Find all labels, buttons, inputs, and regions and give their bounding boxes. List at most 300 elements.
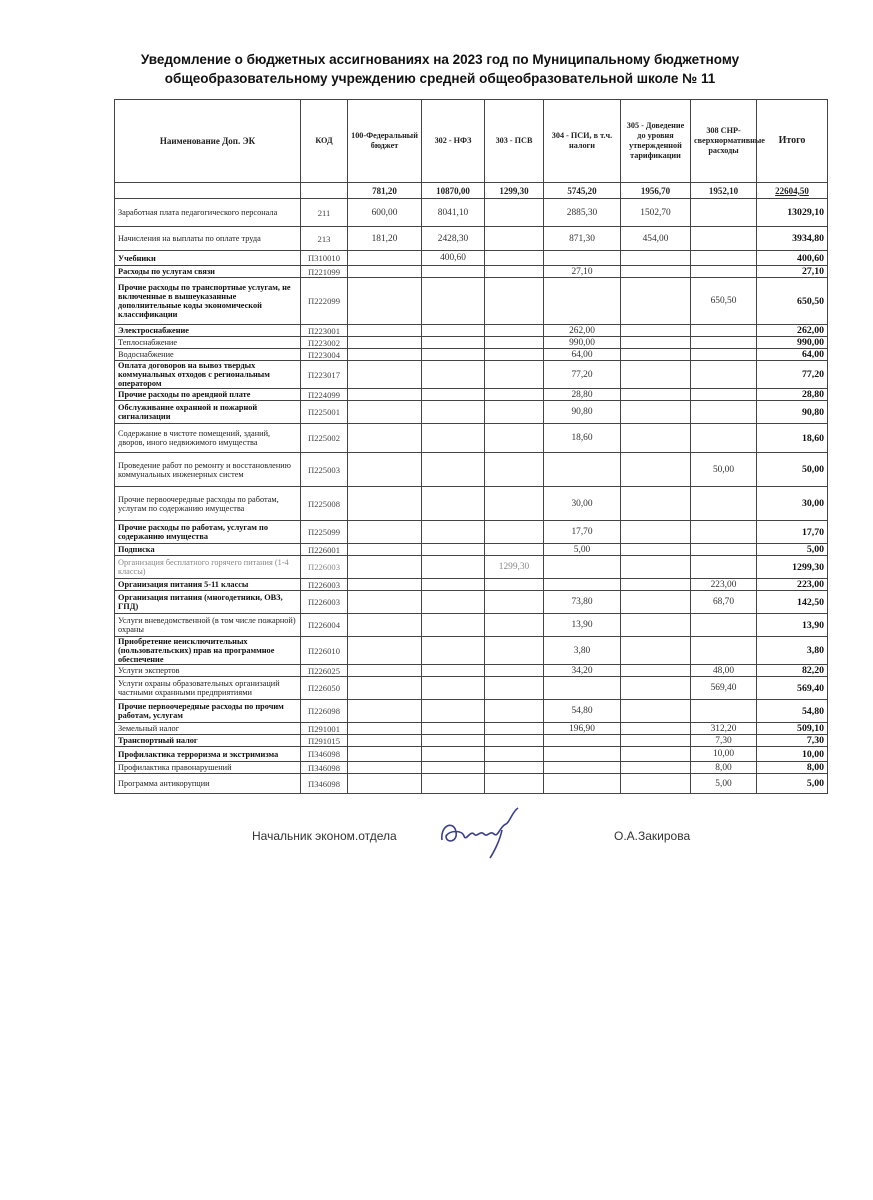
table-row [115, 700, 828, 723]
cell-total: 18,60 [757, 424, 828, 453]
header-total: Итого [757, 100, 828, 183]
cell-c303 [485, 591, 544, 614]
cell-c303 [485, 735, 544, 747]
cell-name: Расходы по услугам связи [115, 266, 301, 278]
cell-c304: 30,00 [544, 487, 621, 521]
cell-c305 [621, 723, 691, 735]
cell-total: 13,90 [757, 614, 828, 637]
cell-c308 [691, 266, 757, 278]
header-c304: 304 - ПСИ, в т.ч. налоги [544, 100, 621, 183]
cell-c308: 48,00 [691, 665, 757, 677]
table-row [115, 325, 828, 337]
cell-name: Содержание в чистоте помещений, зданий, дворов, иного недвижимого имущества [115, 424, 301, 453]
cell-c308 [691, 389, 757, 401]
cell-code: П346098 [301, 747, 348, 762]
cell-c302: 400,60 [422, 251, 485, 266]
cell-code: П226004 [301, 614, 348, 637]
cell-c305 [621, 556, 691, 579]
cell-total: 650,50 [757, 278, 828, 325]
table-row [115, 614, 828, 637]
cell-c100 [348, 349, 422, 361]
cell-c308 [691, 227, 757, 251]
cell-code: П225002 [301, 424, 348, 453]
cell-code: П226050 [301, 677, 348, 700]
table-row [115, 735, 828, 747]
cell-c308 [691, 614, 757, 637]
header-code: КОД [301, 100, 348, 183]
cell-name: Организация бесплатного горячего питания (1-4 классы) [115, 556, 301, 579]
cell-code: П225099 [301, 521, 348, 544]
cell-c100 [348, 774, 422, 794]
cell-code: П226003 [301, 556, 348, 579]
cell-code: П226003 [301, 579, 348, 591]
cell-c308: 68,70 [691, 591, 757, 614]
cell-c305 [621, 361, 691, 389]
table-row [115, 591, 828, 614]
cell-name: Прочие первоочередные расходы по прочим работам, услугам [115, 700, 301, 723]
cell-c302 [422, 614, 485, 637]
cell-total: 10,00 [757, 747, 828, 762]
cell-code: П226003 [301, 591, 348, 614]
cell-total: 262,00 [757, 325, 828, 337]
cell-c304: 90,80 [544, 401, 621, 424]
cell-c304 [544, 251, 621, 266]
cell-c303: 1299,30 [485, 556, 544, 579]
cell-c305 [621, 637, 691, 665]
cell-c308 [691, 401, 757, 424]
cell-c308 [691, 424, 757, 453]
cell-total: 90,80 [757, 401, 828, 424]
cell-c305 [621, 677, 691, 700]
cell-c305 [621, 521, 691, 544]
cell-total: 27,10 [757, 266, 828, 278]
cell-c305 [621, 424, 691, 453]
cell-name: Обслуживание охранной и пожарной сигнализации [115, 401, 301, 424]
cell-total: 7,30 [757, 735, 828, 747]
cell-code: П346098 [301, 774, 348, 794]
cell-c304 [544, 747, 621, 762]
cell-c100 [348, 521, 422, 544]
cell-c100 [348, 278, 422, 325]
cell-code: 211 [301, 199, 348, 227]
cell-c100 [348, 266, 422, 278]
totals-grand-total: 22604,50 [757, 183, 828, 199]
cell-c304: 34,20 [544, 665, 621, 677]
cell-name: Начисления на выплаты по оплате труда [115, 227, 301, 251]
cell-c302 [422, 325, 485, 337]
table-row [115, 521, 828, 544]
cell-c302 [422, 735, 485, 747]
cell-name: Профилактика терроризма и экстримизма [115, 747, 301, 762]
cell-name: Электроснабжение [115, 325, 301, 337]
cell-c303 [485, 544, 544, 556]
cell-code: П223004 [301, 349, 348, 361]
totals-row [115, 183, 828, 199]
cell-code: П226001 [301, 544, 348, 556]
cell-c304: 54,80 [544, 700, 621, 723]
cell-c100 [348, 556, 422, 579]
cell-code: П222099 [301, 278, 348, 325]
cell-c308 [691, 349, 757, 361]
cell-c304: 5,00 [544, 544, 621, 556]
cell-total: 5,00 [757, 774, 828, 794]
cell-code: 213 [301, 227, 348, 251]
cell-c100: 600,00 [348, 199, 422, 227]
totals-cell: 781,20 [348, 183, 422, 199]
cell-c303 [485, 266, 544, 278]
cell-code: П225003 [301, 453, 348, 487]
cell-c303 [485, 251, 544, 266]
cell-c304 [544, 677, 621, 700]
cell-c303 [485, 521, 544, 544]
cell-c100 [348, 591, 422, 614]
cell-c100 [348, 637, 422, 665]
table-row [115, 747, 828, 762]
cell-c100 [348, 762, 422, 774]
cell-c305 [621, 401, 691, 424]
cell-c305 [621, 337, 691, 349]
cell-total: 64,00 [757, 349, 828, 361]
cell-c308 [691, 556, 757, 579]
header-c303: 303 - ПСВ [485, 100, 544, 183]
cell-c303 [485, 677, 544, 700]
cell-c100 [348, 677, 422, 700]
cell-c100 [348, 747, 422, 762]
cell-c304: 3,80 [544, 637, 621, 665]
totals-cell [115, 183, 301, 199]
cell-total: 509,10 [757, 723, 828, 735]
cell-total: 17,70 [757, 521, 828, 544]
cell-total: 1299,30 [757, 556, 828, 579]
cell-c308: 10,00 [691, 747, 757, 762]
cell-c302 [422, 579, 485, 591]
title-line-1: Уведомление о бюджетных ассигнованиях на 2023 год по Муниципальному бюджетному [140, 52, 740, 67]
cell-c304: 77,20 [544, 361, 621, 389]
table-row [115, 544, 828, 556]
cell-c308 [691, 700, 757, 723]
cell-c100 [348, 361, 422, 389]
cell-c302 [422, 349, 485, 361]
cell-c303 [485, 424, 544, 453]
cell-c308 [691, 637, 757, 665]
cell-total: 28,80 [757, 389, 828, 401]
cell-c303 [485, 487, 544, 521]
cell-c302 [422, 665, 485, 677]
cell-c302 [422, 774, 485, 794]
document-title [110, 50, 770, 88]
cell-c303 [485, 199, 544, 227]
cell-c302 [422, 677, 485, 700]
cell-c308 [691, 199, 757, 227]
cell-c308: 312,20 [691, 723, 757, 735]
cell-c305 [621, 325, 691, 337]
cell-total: 3,80 [757, 637, 828, 665]
title-line-2: общеобразовательному учреждению средней общеобразовательной школе № 11 [164, 71, 716, 86]
cell-c302 [422, 401, 485, 424]
cell-c304 [544, 762, 621, 774]
cell-name: Проведение работ по ремонту и восстановлению коммунальных инженерных систем [115, 453, 301, 487]
cell-c303 [485, 325, 544, 337]
cell-c305 [621, 266, 691, 278]
cell-c304 [544, 278, 621, 325]
cell-c303 [485, 349, 544, 361]
cell-name: Услуги вневедомственной (в том числе пожарной) охраны [115, 614, 301, 637]
totals-cell [301, 183, 348, 199]
table-row [115, 266, 828, 278]
cell-c305 [621, 487, 691, 521]
cell-code: П291015 [301, 735, 348, 747]
table-row [115, 637, 828, 665]
table-row [115, 278, 828, 325]
cell-c308 [691, 361, 757, 389]
cell-c305 [621, 762, 691, 774]
table-row [115, 361, 828, 389]
cell-c308: 650,50 [691, 278, 757, 325]
cell-c304: 196,90 [544, 723, 621, 735]
cell-c308 [691, 544, 757, 556]
cell-name: Прочие первоочередные расходы по работам, услугам по содержанию имущества [115, 487, 301, 521]
table-row [115, 556, 828, 579]
cell-c304 [544, 453, 621, 487]
cell-c304 [544, 579, 621, 591]
table-row [115, 453, 828, 487]
cell-name: Земельный налог [115, 723, 301, 735]
cell-name: Профилактика правонарушений [115, 762, 301, 774]
cell-name: Теплоснабжение [115, 337, 301, 349]
cell-c100 [348, 579, 422, 591]
cell-c100 [348, 723, 422, 735]
cell-c303 [485, 747, 544, 762]
cell-c308: 5,00 [691, 774, 757, 794]
totals-cell: 1299,30 [485, 183, 544, 199]
cell-c305 [621, 544, 691, 556]
cell-c308: 7,30 [691, 735, 757, 747]
cell-total: 223,00 [757, 579, 828, 591]
cell-name: Приобретение неисключительных (пользовательских) прав на программное обеспечение [115, 637, 301, 665]
cell-name: Водоснабжение [115, 349, 301, 361]
cell-total: 77,20 [757, 361, 828, 389]
cell-c303 [485, 774, 544, 794]
cell-c100 [348, 665, 422, 677]
cell-c302 [422, 487, 485, 521]
totals-cell: 10870,00 [422, 183, 485, 199]
cell-c303 [485, 278, 544, 325]
cell-c302 [422, 556, 485, 579]
cell-name: Учебники [115, 251, 301, 266]
cell-c308: 569,40 [691, 677, 757, 700]
cell-c302 [422, 266, 485, 278]
cell-c100 [348, 325, 422, 337]
table-row [115, 251, 828, 266]
cell-c304: 73,80 [544, 591, 621, 614]
table-row [115, 723, 828, 735]
cell-c304: 27,10 [544, 266, 621, 278]
cell-c302 [422, 544, 485, 556]
cell-c304: 871,30 [544, 227, 621, 251]
cell-c304: 990,00 [544, 337, 621, 349]
cell-total: 54,80 [757, 700, 828, 723]
cell-c304: 2885,30 [544, 199, 621, 227]
cell-code: П221099 [301, 266, 348, 278]
table-row [115, 349, 828, 361]
cell-c100 [348, 424, 422, 453]
cell-c305 [621, 735, 691, 747]
cell-c305 [621, 349, 691, 361]
header-c100: 100-Федеральный бюджет [348, 100, 422, 183]
cell-c303 [485, 361, 544, 389]
cell-c100 [348, 251, 422, 266]
table-row [115, 487, 828, 521]
cell-c303 [485, 401, 544, 424]
cell-code: П226025 [301, 665, 348, 677]
header-c305: 305 - Доведение до уровня утвержденной тарификации [621, 100, 691, 183]
cell-c304 [544, 735, 621, 747]
cell-c304: 28,80 [544, 389, 621, 401]
cell-name: Прочие расходы по арендной плате [115, 389, 301, 401]
table-row [115, 579, 828, 591]
cell-c305 [621, 700, 691, 723]
cell-total: 50,00 [757, 453, 828, 487]
cell-code: П225008 [301, 487, 348, 521]
cell-c305 [621, 453, 691, 487]
cell-c100 [348, 389, 422, 401]
cell-code: П223001 [301, 325, 348, 337]
cell-c100 [348, 487, 422, 521]
table-row [115, 665, 828, 677]
cell-c308 [691, 487, 757, 521]
cell-c308 [691, 251, 757, 266]
cell-name: Прочие расходы по работам, услугам по содержанию имущества [115, 521, 301, 544]
table-row [115, 762, 828, 774]
cell-name: Транспортный налог [115, 735, 301, 747]
cell-c302 [422, 747, 485, 762]
header-name: Наименование Доп. ЭК [115, 100, 301, 183]
cell-name: Подписка [115, 544, 301, 556]
cell-c100 [348, 401, 422, 424]
cell-code: П346098 [301, 762, 348, 774]
cell-c100 [348, 614, 422, 637]
cell-c303 [485, 579, 544, 591]
cell-c308 [691, 337, 757, 349]
totals-cell: 1952,10 [691, 183, 757, 199]
cell-name: Услуги экспертов [115, 665, 301, 677]
cell-name: Прочие расходы по транспортные услугам, не включенные в вышеуказанные дополнительные коды экономической классификации [115, 278, 301, 325]
table-row [115, 774, 828, 794]
cell-name: Услуги охраны образовательных организаций частными охранными предприятиями [115, 677, 301, 700]
cell-c305 [621, 251, 691, 266]
cell-total: 142,50 [757, 591, 828, 614]
cell-c308: 8,00 [691, 762, 757, 774]
cell-total: 8,00 [757, 762, 828, 774]
cell-c304: 17,70 [544, 521, 621, 544]
header-row [115, 100, 828, 183]
cell-code: П310010 [301, 251, 348, 266]
cell-c303 [485, 665, 544, 677]
cell-c100 [348, 700, 422, 723]
cell-c305: 1502,70 [621, 199, 691, 227]
table-row [115, 389, 828, 401]
signer-position: Начальник эконом.отдела [252, 829, 397, 843]
signature [432, 800, 532, 860]
cell-c303 [485, 227, 544, 251]
cell-c302 [422, 337, 485, 349]
cell-c302 [422, 453, 485, 487]
cell-c302 [422, 389, 485, 401]
cell-c302 [422, 723, 485, 735]
cell-c304: 64,00 [544, 349, 621, 361]
budget-table [114, 99, 828, 794]
cell-c303 [485, 700, 544, 723]
header-c308: 308 СНР-сверхнормативные расходы [691, 100, 757, 183]
cell-c303 [485, 453, 544, 487]
cell-c304: 262,00 [544, 325, 621, 337]
table-row [115, 401, 828, 424]
table-row [115, 677, 828, 700]
cell-code: П226098 [301, 700, 348, 723]
cell-c100 [348, 544, 422, 556]
cell-code: П224099 [301, 389, 348, 401]
table-row [115, 227, 828, 251]
cell-c305 [621, 614, 691, 637]
cell-c308 [691, 521, 757, 544]
cell-name: Заработная плата педагогического персонала [115, 199, 301, 227]
cell-code: П225001 [301, 401, 348, 424]
cell-total: 82,20 [757, 665, 828, 677]
cell-c100 [348, 453, 422, 487]
cell-total: 13029,10 [757, 199, 828, 227]
cell-c302 [422, 278, 485, 325]
cell-code: П291001 [301, 723, 348, 735]
cell-total: 5,00 [757, 544, 828, 556]
cell-c305 [621, 665, 691, 677]
cell-c308 [691, 325, 757, 337]
cell-c100: 181,20 [348, 227, 422, 251]
cell-c304 [544, 556, 621, 579]
cell-c302: 2428,30 [422, 227, 485, 251]
cell-c100 [348, 735, 422, 747]
cell-name: Организация питания (многодетники, ОВЗ, ГПД) [115, 591, 301, 614]
cell-c305 [621, 747, 691, 762]
cell-total: 30,00 [757, 487, 828, 521]
signer-name: О.А.Закирова [614, 829, 691, 843]
cell-name: Оплата договоров на вывоз твердых коммунальных отходов с региональным оператором [115, 361, 301, 389]
cell-c305 [621, 389, 691, 401]
cell-c303 [485, 337, 544, 349]
cell-code: П223017 [301, 361, 348, 389]
cell-c303 [485, 637, 544, 665]
cell-c302 [422, 424, 485, 453]
cell-total: 990,00 [757, 337, 828, 349]
cell-c305: 454,00 [621, 227, 691, 251]
cell-c302: 8041,10 [422, 199, 485, 227]
cell-c305 [621, 278, 691, 325]
cell-c302 [422, 762, 485, 774]
cell-code: П223002 [301, 337, 348, 349]
cell-c305 [621, 774, 691, 794]
cell-name: Организация питания 5-11 классы [115, 579, 301, 591]
cell-c305 [621, 591, 691, 614]
cell-c304 [544, 774, 621, 794]
cell-c308: 50,00 [691, 453, 757, 487]
cell-c304: 18,60 [544, 424, 621, 453]
table-row [115, 199, 828, 227]
cell-c303 [485, 723, 544, 735]
cell-total: 400,60 [757, 251, 828, 266]
cell-c302 [422, 637, 485, 665]
cell-c303 [485, 762, 544, 774]
cell-c303 [485, 389, 544, 401]
header-c302: 302 - НФЗ [422, 100, 485, 183]
